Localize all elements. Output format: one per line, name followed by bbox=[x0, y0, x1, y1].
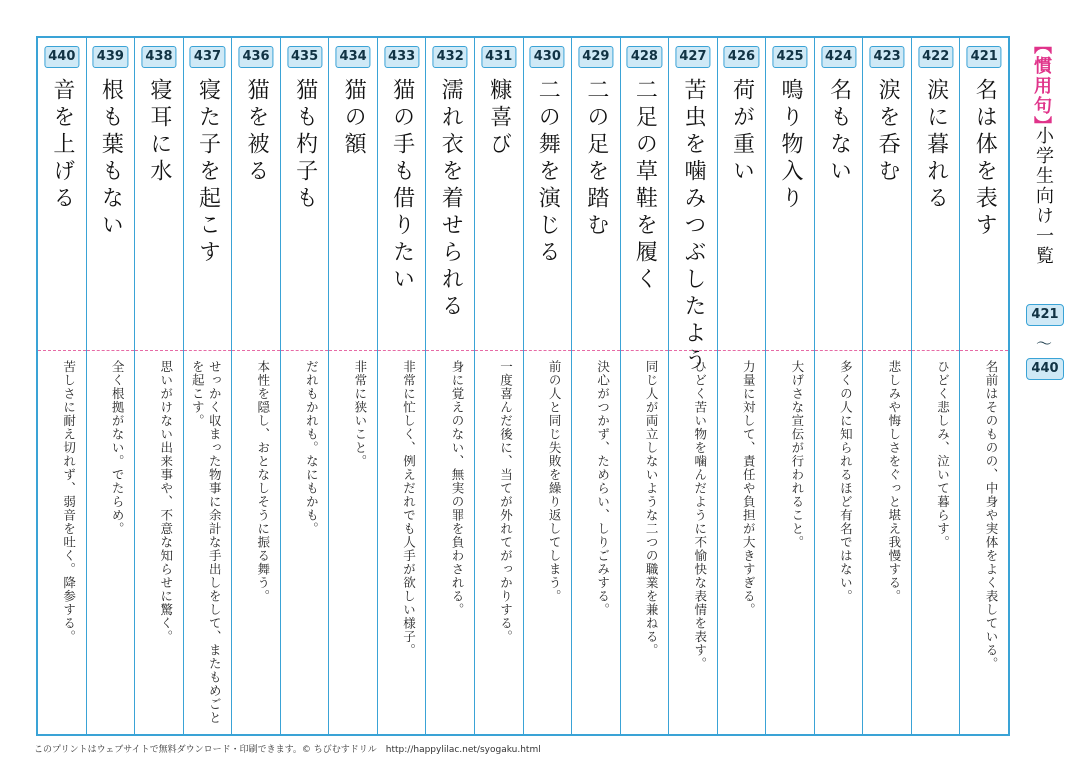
entry-idiom: 猫の手も借りたい bbox=[389, 78, 415, 294]
side-header bbox=[1018, 36, 1074, 416]
range-start-badge: 421 bbox=[1026, 304, 1064, 326]
category-tag: 【慣用句】 bbox=[1031, 36, 1052, 136]
entry-meaning: 力量に対して、責任や負担が大きすぎる。 bbox=[741, 360, 757, 617]
range-separator: 〜 bbox=[1035, 334, 1052, 353]
entry-column bbox=[425, 38, 474, 734]
entry-column bbox=[571, 38, 620, 734]
entry-column bbox=[134, 38, 183, 734]
entry-number: 438 bbox=[141, 46, 176, 68]
dashed-divider bbox=[184, 350, 232, 351]
entry-number: 437 bbox=[190, 46, 225, 68]
entry-column bbox=[474, 38, 523, 734]
entry-number: 439 bbox=[93, 46, 128, 68]
dashed-divider bbox=[524, 350, 572, 351]
entry-number: 427 bbox=[675, 46, 710, 68]
entry-column bbox=[183, 38, 232, 734]
entry-meaning: 名前はそのものの、中身や実体をよく表している。 bbox=[984, 360, 999, 671]
entry-column bbox=[959, 38, 1008, 734]
footer-note: このプリントはウェブサイトで無料ダウンロード・印刷できます。© ちびむすドリル http://happylilac.net/syogaku.html bbox=[34, 745, 541, 755]
entry-column bbox=[86, 38, 135, 734]
entry-meaning: ひどく悲しみ、泣いて暮らす。 bbox=[935, 360, 951, 549]
dashed-divider bbox=[572, 350, 620, 351]
dashed-divider bbox=[766, 350, 814, 351]
entry-column bbox=[862, 38, 911, 734]
entry-idiom: 寝た子を起こす bbox=[195, 78, 221, 267]
entry-idiom: 猫の額 bbox=[341, 78, 367, 159]
dashed-divider bbox=[38, 350, 86, 351]
entry-number: 440 bbox=[44, 46, 79, 68]
entry-number: 425 bbox=[772, 46, 807, 68]
entry-meaning: 多くの人に知られるほど有名ではない。 bbox=[838, 360, 854, 603]
entry-idiom: 音を上げる bbox=[49, 78, 75, 213]
entry-meaning: ひどく苦い物を噛んだように不愉快な表情を表す。 bbox=[692, 360, 708, 671]
entry-number: 432 bbox=[433, 46, 468, 68]
entry-column bbox=[38, 38, 86, 734]
entry-meaning: だれもかれも。なにもかも。 bbox=[304, 360, 320, 536]
dashed-divider bbox=[912, 350, 960, 351]
dashed-divider bbox=[329, 350, 377, 351]
entry-idiom: 鳴り物入り bbox=[778, 78, 804, 213]
entry-idiom: 二足の草鞋を履く bbox=[632, 78, 658, 294]
entry-meaning: 身に覚えのない、無実の罪を負わされる。 bbox=[449, 360, 465, 617]
entry-column bbox=[765, 38, 814, 734]
page-title: 小学生向け一覧 bbox=[1033, 126, 1054, 266]
dashed-divider bbox=[815, 350, 863, 351]
entry-idiom: 名は体を表す bbox=[972, 78, 998, 240]
entry-number: 424 bbox=[821, 46, 856, 68]
dashed-divider bbox=[621, 350, 669, 351]
dashed-divider bbox=[87, 350, 135, 351]
entry-column bbox=[328, 38, 377, 734]
dashed-divider bbox=[960, 350, 1008, 351]
entry-column bbox=[911, 38, 960, 734]
entry-meaning: 思いがけない出来事や、不意な知らせに驚く。 bbox=[158, 360, 174, 644]
entry-idiom: 二の舞を演じる bbox=[535, 78, 561, 267]
entry-meaning: 苦しさに耐え切れず、弱音を吐く。降参する。 bbox=[61, 360, 77, 644]
entry-meaning: 非常に狭いこと。 bbox=[352, 360, 368, 468]
entry-idiom: 二の足を踏む bbox=[583, 78, 609, 240]
entry-meaning: 大げさな宣伝が行われること。 bbox=[789, 360, 805, 549]
dashed-divider bbox=[135, 350, 183, 351]
entry-meaning: 全く根拠がない。でたらめ。 bbox=[110, 360, 126, 536]
entry-meaning: 非常に忙しく、例えだれでも人手が欲しい様子。 bbox=[401, 360, 417, 657]
entry-number: 422 bbox=[918, 46, 953, 68]
entry-column bbox=[523, 38, 572, 734]
dashed-divider bbox=[378, 350, 426, 351]
entry-idiom: 糠喜び bbox=[486, 78, 512, 159]
entry-idiom: 猫を被る bbox=[244, 78, 270, 186]
entry-idiom: 名もない bbox=[826, 78, 852, 186]
entry-number: 429 bbox=[578, 46, 613, 68]
entry-number: 435 bbox=[287, 46, 322, 68]
entry-number: 423 bbox=[870, 46, 905, 68]
entry-idiom: 根も葉もない bbox=[98, 78, 124, 240]
entry-column bbox=[280, 38, 329, 734]
idiom-table bbox=[36, 36, 1010, 736]
entry-number: 431 bbox=[481, 46, 516, 68]
entry-meaning: 決心がつかず、ためらい、しりごみする。 bbox=[595, 360, 611, 617]
range-end-badge: 440 bbox=[1026, 358, 1064, 380]
entry-column bbox=[668, 38, 717, 734]
entry-idiom: 苦虫を噛みつぶしたよう bbox=[680, 78, 706, 375]
entry-column bbox=[620, 38, 669, 734]
entry-idiom: 涙に暮れる bbox=[923, 78, 949, 213]
entry-meaning: 悲しみや悔しさをぐっと堪え我慢する。 bbox=[886, 360, 902, 603]
entry-column bbox=[717, 38, 766, 734]
entry-number: 433 bbox=[384, 46, 419, 68]
entry-meaning: 一度喜んだ後に、当てが外れてがっかりする。 bbox=[498, 360, 514, 644]
entry-column bbox=[814, 38, 863, 734]
entry-number: 426 bbox=[724, 46, 759, 68]
dashed-divider bbox=[232, 350, 280, 351]
entry-meaning: 同じ人が両立しないような二つの職業を兼ねる。 bbox=[644, 360, 660, 657]
dashed-divider bbox=[863, 350, 911, 351]
dashed-divider bbox=[281, 350, 329, 351]
entry-meaning: 本性を隠し、おとなしそうに振る舞う。 bbox=[255, 360, 271, 603]
dashed-divider bbox=[475, 350, 523, 351]
entry-number: 428 bbox=[627, 46, 662, 68]
entry-column bbox=[231, 38, 280, 734]
entry-number: 421 bbox=[967, 46, 1002, 68]
entry-meaning: 前の人と同じ失敗を繰り返してしまう。 bbox=[547, 360, 563, 603]
dashed-divider bbox=[669, 350, 717, 351]
entry-idiom: 涙を呑む bbox=[875, 78, 901, 186]
entry-number: 430 bbox=[530, 46, 565, 68]
entry-idiom: 荷が重い bbox=[729, 78, 755, 186]
entry-meaning: せっかく収まった物事に余計な手出しをして、またもめごとを起こす。 bbox=[190, 360, 223, 725]
entry-idiom: 猫も杓子も bbox=[292, 78, 318, 213]
dashed-divider bbox=[426, 350, 474, 351]
entry-idiom: 濡れ衣を着せられる bbox=[438, 78, 464, 321]
dashed-divider bbox=[718, 350, 766, 351]
entry-idiom: 寝耳に水 bbox=[146, 78, 172, 186]
entry-number: 436 bbox=[238, 46, 273, 68]
entry-number: 434 bbox=[336, 46, 371, 68]
entry-column bbox=[377, 38, 426, 734]
